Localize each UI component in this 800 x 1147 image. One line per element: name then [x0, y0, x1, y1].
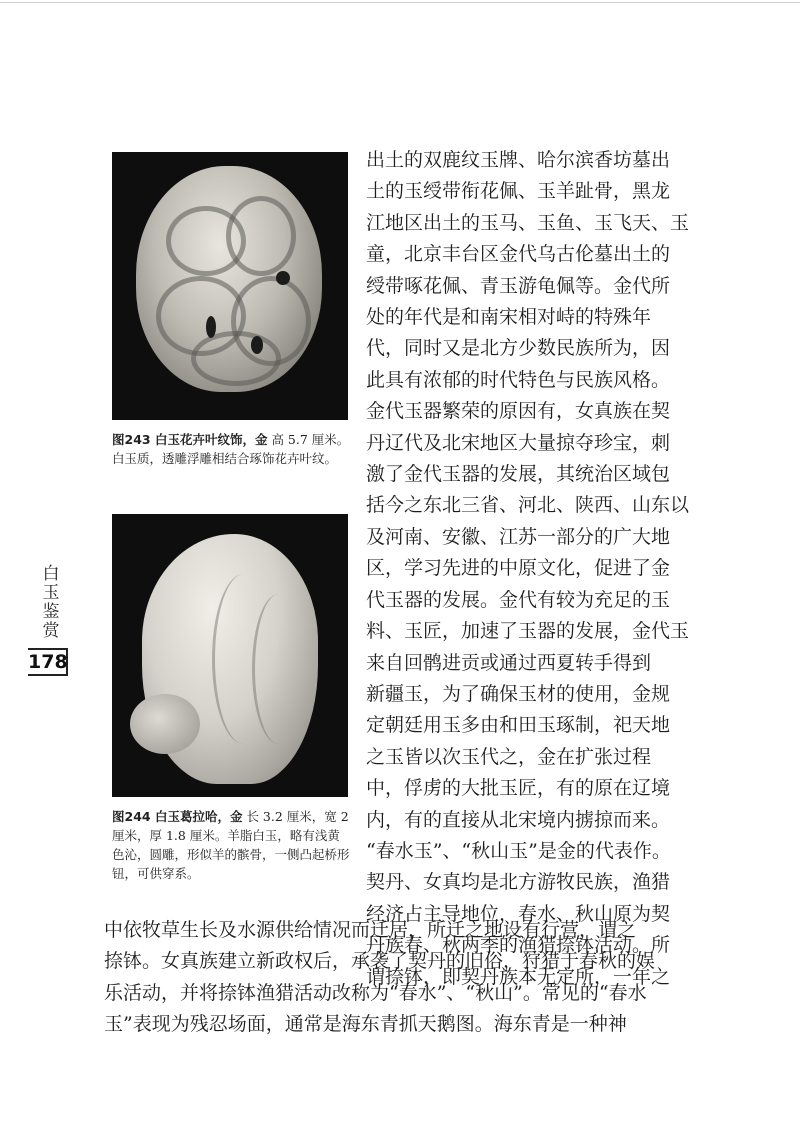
text-line: 括今之东北三省、河北、陕西、山东以 [366, 494, 690, 517]
text-line: “春水玉”、“秋山玉”是金的代表作。 [366, 839, 671, 862]
text-line: 之玉皆以次玉代之，金在扩张过程 [366, 745, 652, 768]
text-line: 丹辽代及北宋地区大量掠夺珍宝，刺 [366, 431, 671, 454]
text-line: 绶带啄花佩、青玉游龟佩等。金代所 [366, 274, 671, 297]
figure-243-caption-body: 高 5.7 厘米。白玉质，透雕浮雕相结合琢饰花卉叶纹。 [112, 432, 350, 466]
text-line: 内，有的直接从北宋境内掳掠而来。 [366, 808, 671, 831]
text-line: 料、玉匠，加速了玉器的发展，金代玉 [366, 620, 690, 643]
text-line: 江地区出土的玉马、玉鱼、玉飞天、玉 [366, 211, 690, 234]
text-line: 此具有浓郁的时代特色与民族风格。 [366, 368, 671, 391]
text-line: 及河南、安徽、江苏一部分的广大地 [366, 525, 671, 548]
body-text-full-width [104, 915, 700, 1041]
text-line: 来自回鹘进贡或通过西夏转手得到 [366, 651, 652, 674]
text-line: 处的年代是和南宋相对峙的特殊年 [366, 306, 652, 329]
text-line: 区，学习先进的中原文化，促进了金 [366, 557, 671, 580]
text-line: 土的玉绶带衔花佩、玉羊趾骨，黑龙 [366, 180, 671, 203]
text-line: 代，同时又是北方少数民族所为，因 [366, 337, 671, 360]
page-number: 178 [28, 648, 68, 676]
text-line: 契丹、女真均是北方游牧民族，渔猎 [366, 871, 671, 894]
text-line: 定朝廷用玉多由和田玉琢制，祀天地 [366, 714, 671, 737]
body-text-column [366, 145, 700, 993]
figure-243-caption [112, 430, 352, 468]
text-line: 丹族春、秋两季的渔猎捺钵活动。所 [366, 934, 671, 957]
text-line: 激了金代玉器的发展，其统治区域包 [366, 463, 671, 486]
text-line: 新疆玉，为了确保玉材的使用，金规 [366, 682, 671, 705]
jade-bridge-knob [130, 694, 200, 754]
figure-244-caption-title: 图244 白玉葛拉哈，金 [112, 809, 243, 824]
text-line: 金代玉器繁荣的原因有，女真族在契 [366, 400, 671, 423]
text-line: 谓捺钵，即契丹族本无定所，一年之 [366, 965, 671, 988]
figure-243-caption-title: 图243 白玉花卉叶纹饰，金 [112, 432, 268, 447]
text-line: 代玉器的发展。金代有较为充足的玉 [366, 588, 671, 611]
text-line: 童，北京丰台区金代乌古伦墓出土的 [366, 243, 671, 266]
top-border-line [0, 2, 800, 3]
text-line: 经济占主导地位，春水、秋山原为契 [366, 902, 671, 925]
text-line: 中，俘虏的大批玉匠，有的原在辽境 [366, 777, 671, 800]
figure-244-photo [112, 514, 348, 797]
section-title-vertical [40, 565, 62, 641]
figure-244-caption [112, 807, 352, 883]
text-line: 乐活动，并将捺钵渔猎活动改称为“春水”、“秋山”。常见的“春水 [104, 981, 647, 1004]
text-line: 中依牧草生长及水源供给情况而迁居，所迁之地设有行营，谓之 [104, 919, 637, 941]
figure-243-photo [112, 152, 348, 420]
text-line: 出土的双鹿纹玉牌、哈尔滨香坊墓出 [366, 149, 671, 171]
section-title-text: 白玉鉴赏 [42, 564, 60, 641]
jade-flower-ornament-image [136, 166, 322, 392]
figure-244-caption-body: 长 3.2 厘米，宽 2 厘米，厚 1.8 厘米。羊脂白玉，略有浅黄色沁，圆雕，形似羊的髌骨，一侧凸起桥形钮，可供穿系。 [112, 809, 350, 881]
text-line: 捺钵。女真族建立新政权后，承袭了契丹的旧俗，狩猎于春秋的娱 [104, 950, 656, 973]
text-line: 玉”表现为残忍场面，通常是海东青抓天鹅图。海东青是一种神 [104, 1013, 627, 1036]
